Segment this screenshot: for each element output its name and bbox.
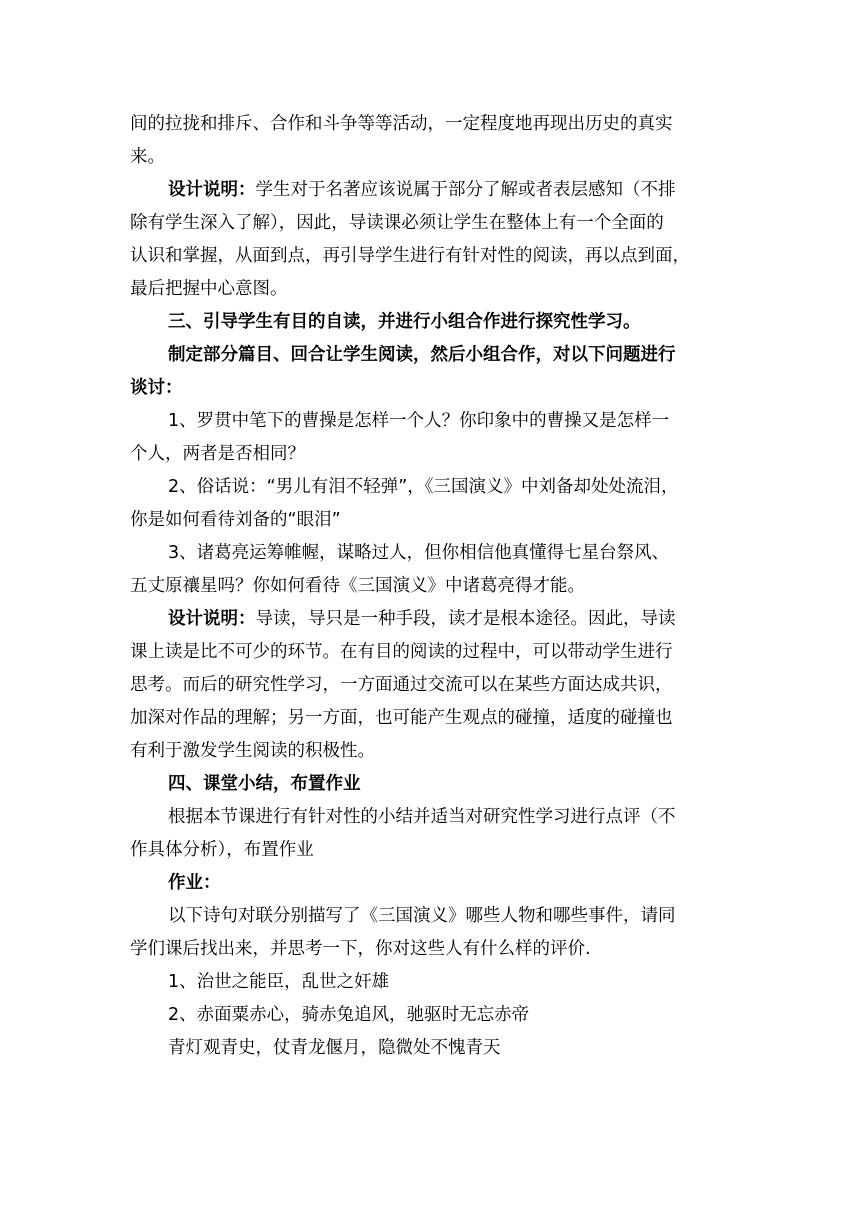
design-note-label: 设计说明： bbox=[168, 609, 256, 629]
text-line: 制定部分篇目、回合让学生阅读，然后小组合作，对以下问题进行 bbox=[168, 345, 676, 365]
design-note-label: 设计说明： bbox=[168, 180, 256, 200]
text-line: 来。 bbox=[130, 147, 165, 167]
homework-item-3: 青灯观青史，仗青龙偃月，隐微处不愧青天 bbox=[168, 1038, 501, 1058]
homework-intro bbox=[130, 900, 730, 966]
text-line: 谈讨： bbox=[130, 378, 183, 398]
homework-label: 作业： bbox=[168, 873, 221, 893]
document-body bbox=[130, 108, 730, 1065]
summary-paragraph bbox=[130, 801, 730, 867]
text-line: 学生对于名著应该说属于部分了解或者表层感知（不排 bbox=[255, 180, 676, 200]
text-line: 学们课后找出来，并思考一下，你对这些人有什么样的评价. bbox=[130, 939, 591, 959]
task-intro bbox=[130, 339, 730, 405]
paragraph-continuation bbox=[130, 108, 730, 174]
question-3 bbox=[130, 537, 730, 603]
text-line: 间的拉拢和排斥、合作和斗争等等活动，一定程度地再现出历史的真实 bbox=[130, 114, 673, 134]
homework-item-1: 1、治世之能臣，乱世之奸雄 bbox=[168, 972, 390, 992]
design-note-2 bbox=[130, 603, 730, 768]
text-line: 导读，导只是一种手段，读才是根本途径。因此，导读 bbox=[255, 609, 676, 629]
text-line: 作具体分析），布置作业 bbox=[130, 840, 314, 860]
text-line: 2、俗话说：“男儿有泪不轻弹”，《三国演义》中刘备却处处流泪， bbox=[168, 477, 679, 497]
question-2 bbox=[130, 471, 730, 537]
text-line: 根据本节课进行有针对性的小结并适当对研究性学习进行点评（不 bbox=[168, 807, 676, 827]
text-line: 五丈原禳星吗？你如何看待《三国演义》中诸葛亮得才能。 bbox=[130, 576, 585, 596]
text-line: 加深对作品的理解；另一方面，也可能产生观点的碰撞，适度的碰撞也 bbox=[130, 708, 673, 728]
text-line: 3、诸葛亮运筹帷幄，谋略过人，但你相信他真懂得七星台祭风、 bbox=[168, 543, 670, 563]
text-line: 思考。而后的研究性学习，一方面通过交流可以在某些方面达成共识， bbox=[130, 675, 673, 695]
section-heading-3: 三、引导学生有目的自读，并进行小组合作进行探究性学习。 bbox=[168, 312, 641, 332]
text-line: 认识和掌握，从面到点，再引导学生进行有针对性的阅读，再以点到面， bbox=[130, 246, 690, 266]
design-note-1 bbox=[130, 174, 730, 306]
text-line: 1、罗贯中笔下的曹操是怎样一个人？你印象中的曹操又是怎样一 bbox=[168, 411, 670, 431]
text-line: 个人，两者是否相同？ bbox=[130, 444, 305, 464]
text-line: 课上读是比不可少的环节。在有目的阅读的过程中，可以带动学生进行 bbox=[130, 642, 673, 662]
text-line: 有利于激发学生阅读的积极性。 bbox=[130, 741, 375, 761]
text-line: 你是如何看待刘备的“眼泪” bbox=[130, 510, 341, 530]
section-heading-4: 四、课堂小结，布置作业 bbox=[168, 774, 361, 794]
question-1 bbox=[130, 405, 730, 471]
text-line: 除有学生深入了解），因此，导读课必须让学生在整体上有一个全面的 bbox=[130, 213, 664, 233]
text-line: 最后把握中心意图。 bbox=[130, 279, 288, 299]
text-line: 以下诗句对联分别描写了《三国演义》哪些人物和哪些事件，请同 bbox=[168, 906, 676, 926]
homework-item-2: 2、赤面粟赤心，骑赤兔追风，驰驱时无忘赤帝 bbox=[168, 1005, 530, 1025]
